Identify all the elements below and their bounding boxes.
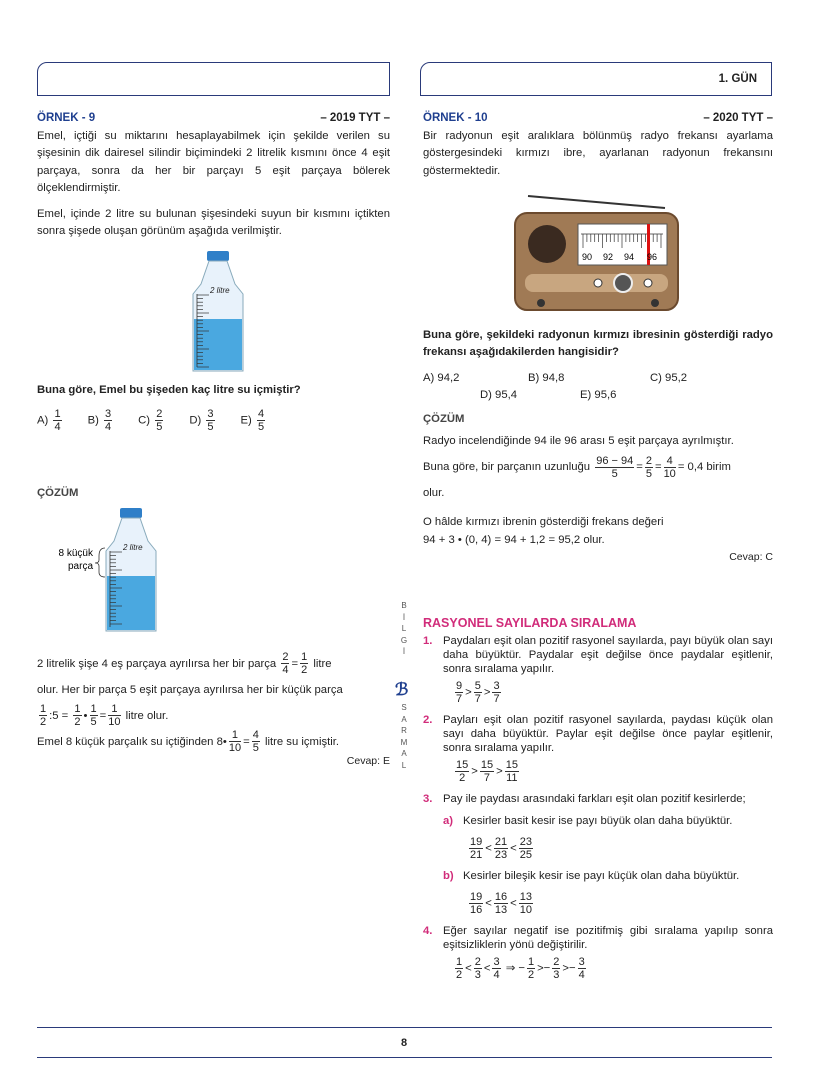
example-10 <box>423 110 773 567</box>
svg-text:94: 94 <box>624 252 635 262</box>
math-example: $\frac{15}{2}$ > $\frac{15}{7}$ > $\frac{15}{11}$ <box>456 759 518 784</box>
solution-line: Buna göre, bir parçanın uzunluğu $\frac{96 - 94}{5}$ = $\frac{2}{5}$ = $\frac{4}{10}$ = 0,4 birim <box>423 454 731 480</box>
math-example: $\frac{19}{21}$ < $\frac{21}{23}$ < $\frac{23}{25}$ <box>470 836 532 861</box>
svg-text:2 litre: 2 litre <box>123 543 143 552</box>
brand-logo-icon: ℬ <box>395 680 409 699</box>
option-e[interactable]: E) 95,6 <box>580 389 617 401</box>
brand-letter: L <box>401 760 407 770</box>
rule-text: Eğer sayılar negatif ise pozitifmiş gibi sıralama yapılıp sonra eşitsizliklerin yönü değiştirilir. <box>443 925 773 951</box>
bottle-label: 2 litre <box>210 285 230 295</box>
rules-section: RASYONEL SAYILARDA SIRALAMA 1. Paydaları eşit olan pozitif rasyonel sayılarda, payı büyük olan sayı daha büyüktür. Paydalar eşit değilse önce paydalar eşitlenir, sonra sıralama yapılır. $\frac{9}{7}$ > $\frac{5}{7}$ > $\frac{3}{7}$ 2. Payları eşit olan pozitif rasyonel sayılarda, paydası küçük olan sayı daha büyüktür. Paylar eşit değilse önce paylar eşitlenir, sonra sıralama yapılır. $\frac{15}{2}$ > $\frac{15}{7}$ > $\frac{15}{11}$ 3. Pay ile paydası arasındaki farkları eşit olan pozitif kesirlerde; a) Kesirler basit kesir ise payı büyük olan daha büyüktür. $\frac{19}{21}$ < $\frac{21}{23}$ < $\frac{23}{25}$ b) Kesirler bileşik kesir ise payı küçük olan daha büyüktür. $\frac{19}{16}$ < $\frac{16}{13}$ < $\frac{13}{10}$ 4. Eğer sayılar negatif ise pozitifmiş gibi sıralama yapılıp sonra eşitsizliklerin yönü değiştirilir. $\frac{1}{2}$ < $\frac{2}{3}$ < $\frac{3}{4}$ ⇒ − $\frac{1}{2}$ >− $\frac{2}{3}$ >− $\frac{3}{4}$ <box>423 616 773 981</box>
brand-letter: A <box>401 749 407 758</box>
answer: Cevap: C <box>729 551 773 563</box>
example-title: ÖRNEK - 9 <box>37 112 96 124</box>
question: Buna göre, şekildeki radyonun kırmızı ibresinin gösterdiği radyo frekansı aşağıdakilerden hangisidir? <box>423 328 773 358</box>
page-number: 8 <box>400 1037 408 1049</box>
brand-letter: İ <box>402 647 406 656</box>
answer: Cevap: E <box>346 754 390 767</box>
footer-divider <box>37 1027 772 1028</box>
svg-text:92: 92 <box>603 252 614 262</box>
answer-options <box>423 370 773 388</box>
section-title: RASYONEL SAYILARDA SIRALAMA <box>423 616 637 630</box>
rule-text: Kesirler bileşik kesir ise payı küçük olan daha büyüktür. <box>463 870 740 882</box>
solution-title: ÇÖZÜM <box>423 412 465 425</box>
water-bottle-solution-figure <box>37 506 390 636</box>
footer-divider <box>37 1057 772 1058</box>
solution-line: O hâlde kırmızı ibrenin gösterdiği frekans değeri <box>423 516 664 528</box>
brand-letter: B <box>401 601 407 610</box>
math-example: $\frac{1}{2}$ < $\frac{2}{3}$ < $\frac{3}{4}$ ⇒ − $\frac{1}{2}$ >− $\frac{2}{3}$ >− $\frac{3}{4}$ <box>456 956 585 981</box>
option-b[interactable]: B) $\frac{3}{4}$ <box>87 407 112 433</box>
solution-line: 94 + 3 • (0, 4) = 94 + 1,2 = 95,2 olur. <box>423 533 605 546</box>
solution-line: $\frac{1}{2}$ :5 = $\frac{1}{2}$ • $\frac{1}{5}$ = $\frac{1}{10}$ litre olur. <box>40 703 169 729</box>
solution-title: ÇÖZÜM <box>37 486 79 499</box>
left-header-box <box>37 62 390 96</box>
brand-letter: G <box>400 635 408 645</box>
brand-letter: İ <box>402 612 406 622</box>
option-d[interactable]: D) 95,4 <box>480 389 518 401</box>
exam-year: – 2019 TYT – <box>320 112 390 124</box>
brand-letter: R <box>401 726 407 735</box>
brand-vertical-text <box>399 600 409 658</box>
rule-text: Pay ile paydası arasındaki farkları eşit olan pozitif kesirlerde; <box>443 793 746 805</box>
option-a[interactable]: A) $\frac{1}{4}$ <box>37 407 61 433</box>
math-example: $\frac{9}{7}$ > $\frac{5}{7}$ > $\frac{3}{7}$ <box>456 680 500 705</box>
option-c[interactable]: C) $\frac{2}{5}$ <box>138 407 163 433</box>
rule-text: Paydaları eşit olan pozitif rasyonel sayılarda, payı büyük olan sayı daha büyüktür. Paydalar eşit değilse önce paydalar eşitlenir, sonra sıralama yapılır. <box>443 635 773 675</box>
option-b[interactable]: B) 94,8 <box>528 371 565 384</box>
water-bottle-figure <box>37 249 390 374</box>
solution-line: Emel 8 küçük parçalık su içtiğinden 8• $\frac{1}{10}$ = $\frac{4}{5}$ litre su içmiştir. <box>37 729 340 755</box>
solution-line: olur. Her bir parça 5 eşit parçaya ayrılırsa her bir küçük parça <box>37 683 343 696</box>
exam-year: – 2020 TYT – <box>703 112 773 124</box>
svg-text:96: 96 <box>647 252 658 262</box>
paragraph: Bir radyonun eşit aralıklara bölünmüş radyo frekansı ayarlama göstergesindeki kırmızı ibre, ayarlanan radyonun frekansını göstermektedir. <box>423 129 773 177</box>
solution-line: 2 litrelik şişe 4 eş parçaya ayrılırsa her bir parça $\frac{2}{4}$ = $\frac{1}{2}$ litre <box>37 651 332 677</box>
radio-figure <box>423 188 773 316</box>
answer-options <box>37 408 390 433</box>
paragraph: Emel, içinde 2 litre su bulunan şişesindeki suyun bir kısmını içtikten sonra şişede oluşan görünüm aşağıda verilmiştir. <box>37 207 390 237</box>
brand-letter: M <box>400 737 408 747</box>
example-title: ÖRNEK - 10 <box>423 112 488 124</box>
brand-letter: S <box>401 703 407 712</box>
example-9 <box>37 110 390 767</box>
rule-text: Kesirler basit kesir ise payı büyük olan daha büyüktür. <box>463 815 733 827</box>
day-label: 1. GÜN <box>718 73 757 85</box>
brace-label: parça <box>67 561 93 572</box>
option-d[interactable]: D) $\frac{3}{5}$ <box>189 407 214 433</box>
question: Buna göre, Emel bu şişeden kaç litre su içmiştir? <box>37 384 301 396</box>
solution-line: Radyo incelendiğinde 94 ile 96 arası 5 eşit parçaya ayrılmıştır. <box>423 435 734 447</box>
rule-text: Payları eşit olan pozitif rasyonel sayılarda, paydası küçük olan sayı daha büyüktür. Paylar eşit değilse önce paylar eşitlenir, sonra sıralama yapılır. <box>443 714 773 754</box>
brand-letter: L <box>401 624 407 633</box>
brand-letter: A <box>401 714 407 724</box>
brand-vertical-text <box>399 702 409 771</box>
option-e[interactable]: E) $\frac{4}{5}$ <box>240 407 265 433</box>
paragraph: Emel, içtiği su miktarını hesaplayabilmek için şekilde verilen su şişesinin dik dairesel silindir biçimindeki 2 litrelik kısmını önce 4 eşit parçaya, sonra da her bir parçayı 5 eşit parçaya bölerek ölçeklendirmiştir. <box>37 129 390 194</box>
solution-line: olur. <box>423 487 445 499</box>
math-example: $\frac{19}{16}$ < $\frac{16}{13}$ < $\frac{13}{10}$ <box>470 891 532 916</box>
right-header-box <box>420 62 772 96</box>
svg-text:90: 90 <box>582 252 593 262</box>
brace-label: 8 küçük <box>58 548 93 559</box>
option-a[interactable]: A) 94,2 <box>423 371 460 384</box>
option-c[interactable]: C) 95,2 <box>650 371 688 384</box>
